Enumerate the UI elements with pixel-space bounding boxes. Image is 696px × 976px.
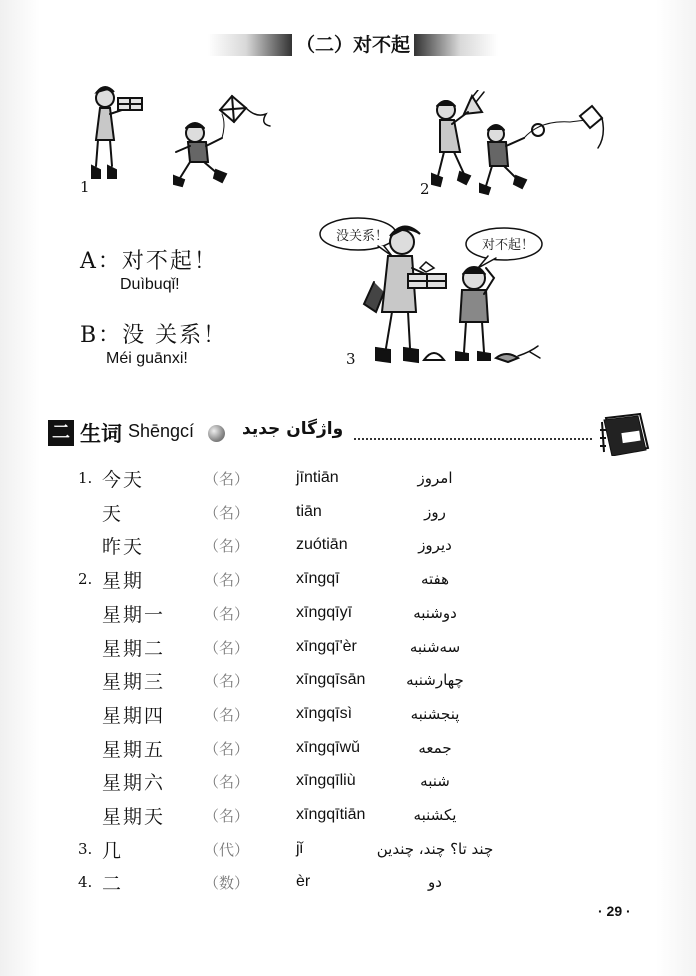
illustration-girl-gift-boy-kite — [70, 78, 280, 198]
vocab-row — [0, 635, 696, 669]
vocab-part-of-speech: （名） — [204, 638, 250, 657]
vocab-translation: یکشنبه — [413, 806, 457, 824]
vocab-pinyin: xīngqītiān — [296, 806, 366, 823]
vocab-row — [0, 870, 696, 904]
vocab-translation: دوشنبه — [413, 603, 457, 622]
vocab-word: 星期 — [102, 570, 145, 593]
vocab-part-of-speech: （代） — [204, 840, 250, 859]
vocab-pinyin: xīngqīyī — [296, 603, 353, 621]
vocab-translation: پنجشنبه — [410, 704, 460, 723]
vocab-row — [0, 500, 696, 534]
vocab-translation: چهارشنبه — [406, 671, 464, 690]
vocab-title-fa: واژگان جدید — [242, 419, 344, 439]
vocab-row — [0, 533, 696, 567]
vocab-word: 几 — [102, 839, 124, 862]
vocab-translation: هفته — [420, 570, 450, 589]
section-title: （二）对不起 — [295, 34, 410, 56]
vocab-row — [0, 803, 696, 837]
vocab-number: 3. — [78, 839, 93, 858]
vocab-word: 星期天 — [102, 806, 166, 828]
bubble-text-left: 没关系！ — [336, 229, 389, 244]
vocab-word: 星期四 — [102, 704, 166, 727]
vocab-pinyin: xīngqīwǔ — [296, 738, 361, 756]
illustration-girl-flowers-boy-kite — [420, 90, 620, 200]
notebook-icon — [600, 412, 652, 456]
vocab-part-of-speech: （名） — [204, 537, 250, 556]
vocab-word: 今天 — [102, 469, 145, 491]
vocab-row — [0, 567, 696, 601]
vocab-translation: جمعه — [418, 738, 452, 757]
vocab-row — [0, 601, 696, 635]
vocab-pinyin: xīngqīliù — [296, 772, 356, 790]
header-gradient-left — [208, 34, 292, 56]
vocab-pinyin: xīngqīsān — [296, 671, 366, 689]
dialogue-pinyin-b: Méi guānxi! — [106, 350, 188, 367]
vocab-pinyin: tiān — [296, 502, 322, 520]
dialogue-pinyin-a: Duìbuqǐ! — [120, 276, 180, 293]
vocab-pinyin: xīngqī — [296, 570, 340, 588]
vocab-word: 二 — [102, 873, 124, 896]
vocab-part-of-speech: （名） — [204, 571, 250, 590]
vocab-part-of-speech: （名） — [204, 705, 250, 724]
vocab-word: 星期六 — [102, 772, 166, 795]
illustration-apology-scene — [316, 212, 556, 372]
vocab-part-of-speech: （名） — [204, 739, 250, 758]
vocab-word: 星期五 — [102, 738, 166, 761]
vocab-part-of-speech: （名） — [204, 604, 250, 623]
vocab-number: 1. — [78, 469, 93, 487]
vocab-word: 昨天 — [102, 536, 145, 559]
figure-number-3: 3 — [346, 350, 356, 368]
vocab-part-of-speech: （名） — [204, 503, 250, 522]
vocab-translation: دیروز — [418, 536, 452, 555]
page-number: · 29 · — [598, 903, 631, 919]
dialogue-line-b: B：没 关系！ — [80, 323, 228, 348]
vocab-pinyin: xīngqī'èr — [296, 637, 357, 655]
vocab-row — [0, 736, 696, 770]
vocab-translation: سه‌شنبه — [409, 637, 461, 656]
vocab-row — [0, 466, 696, 500]
vocab-pinyin: zuótiān — [296, 536, 348, 554]
vocab-part-of-speech: （名） — [204, 672, 250, 691]
figure-number-2: 2 — [420, 180, 430, 198]
vocab-row — [0, 668, 696, 702]
vocab-part-of-speech: （数） — [204, 874, 250, 893]
vocab-title-pinyin: Shēngcí — [128, 421, 195, 441]
vocab-pinyin: èr — [296, 873, 311, 891]
vocab-word: 星期三 — [102, 671, 166, 694]
vocab-translation: روز — [424, 502, 446, 521]
vocab-part-of-speech: （名） — [204, 807, 250, 825]
dotted-leader — [354, 422, 592, 440]
section-badge: 二 — [48, 420, 74, 446]
vocab-word: 星期二 — [102, 637, 166, 660]
vocab-pinyin: jīntiān — [296, 469, 339, 486]
vocab-title-zh: 生词 — [80, 422, 122, 446]
section-header — [208, 28, 498, 62]
vocab-row — [0, 837, 696, 871]
figure-number-1: 1 — [80, 178, 90, 196]
vocab-pinyin: xīngqīsì — [296, 704, 353, 722]
vocab-translation: دو — [428, 873, 442, 892]
vocab-translation: شنبه — [420, 772, 450, 791]
bullet-icon — [208, 425, 225, 442]
vocab-translation: امروز — [417, 469, 453, 487]
vocab-row — [0, 702, 696, 736]
vocab-number: 4. — [78, 873, 93, 892]
vocab-word: 星期一 — [102, 603, 166, 626]
dialogue-line-a: A：对不起！ — [80, 249, 218, 274]
vocab-part-of-speech: （名） — [204, 773, 250, 792]
header-gradient-right — [414, 34, 498, 56]
vocab-word: 天 — [102, 502, 124, 525]
vocab-translation: چند تا؟ چند، چندین — [376, 839, 494, 858]
vocab-row — [0, 769, 696, 803]
vocab-number: 2. — [78, 570, 93, 589]
vocab-pinyin: jǐ — [296, 839, 304, 857]
vocab-part-of-speech: （名） — [204, 470, 250, 488]
vocab-section-header — [44, 412, 656, 456]
bubble-text-right: 对不起！ — [482, 238, 535, 253]
